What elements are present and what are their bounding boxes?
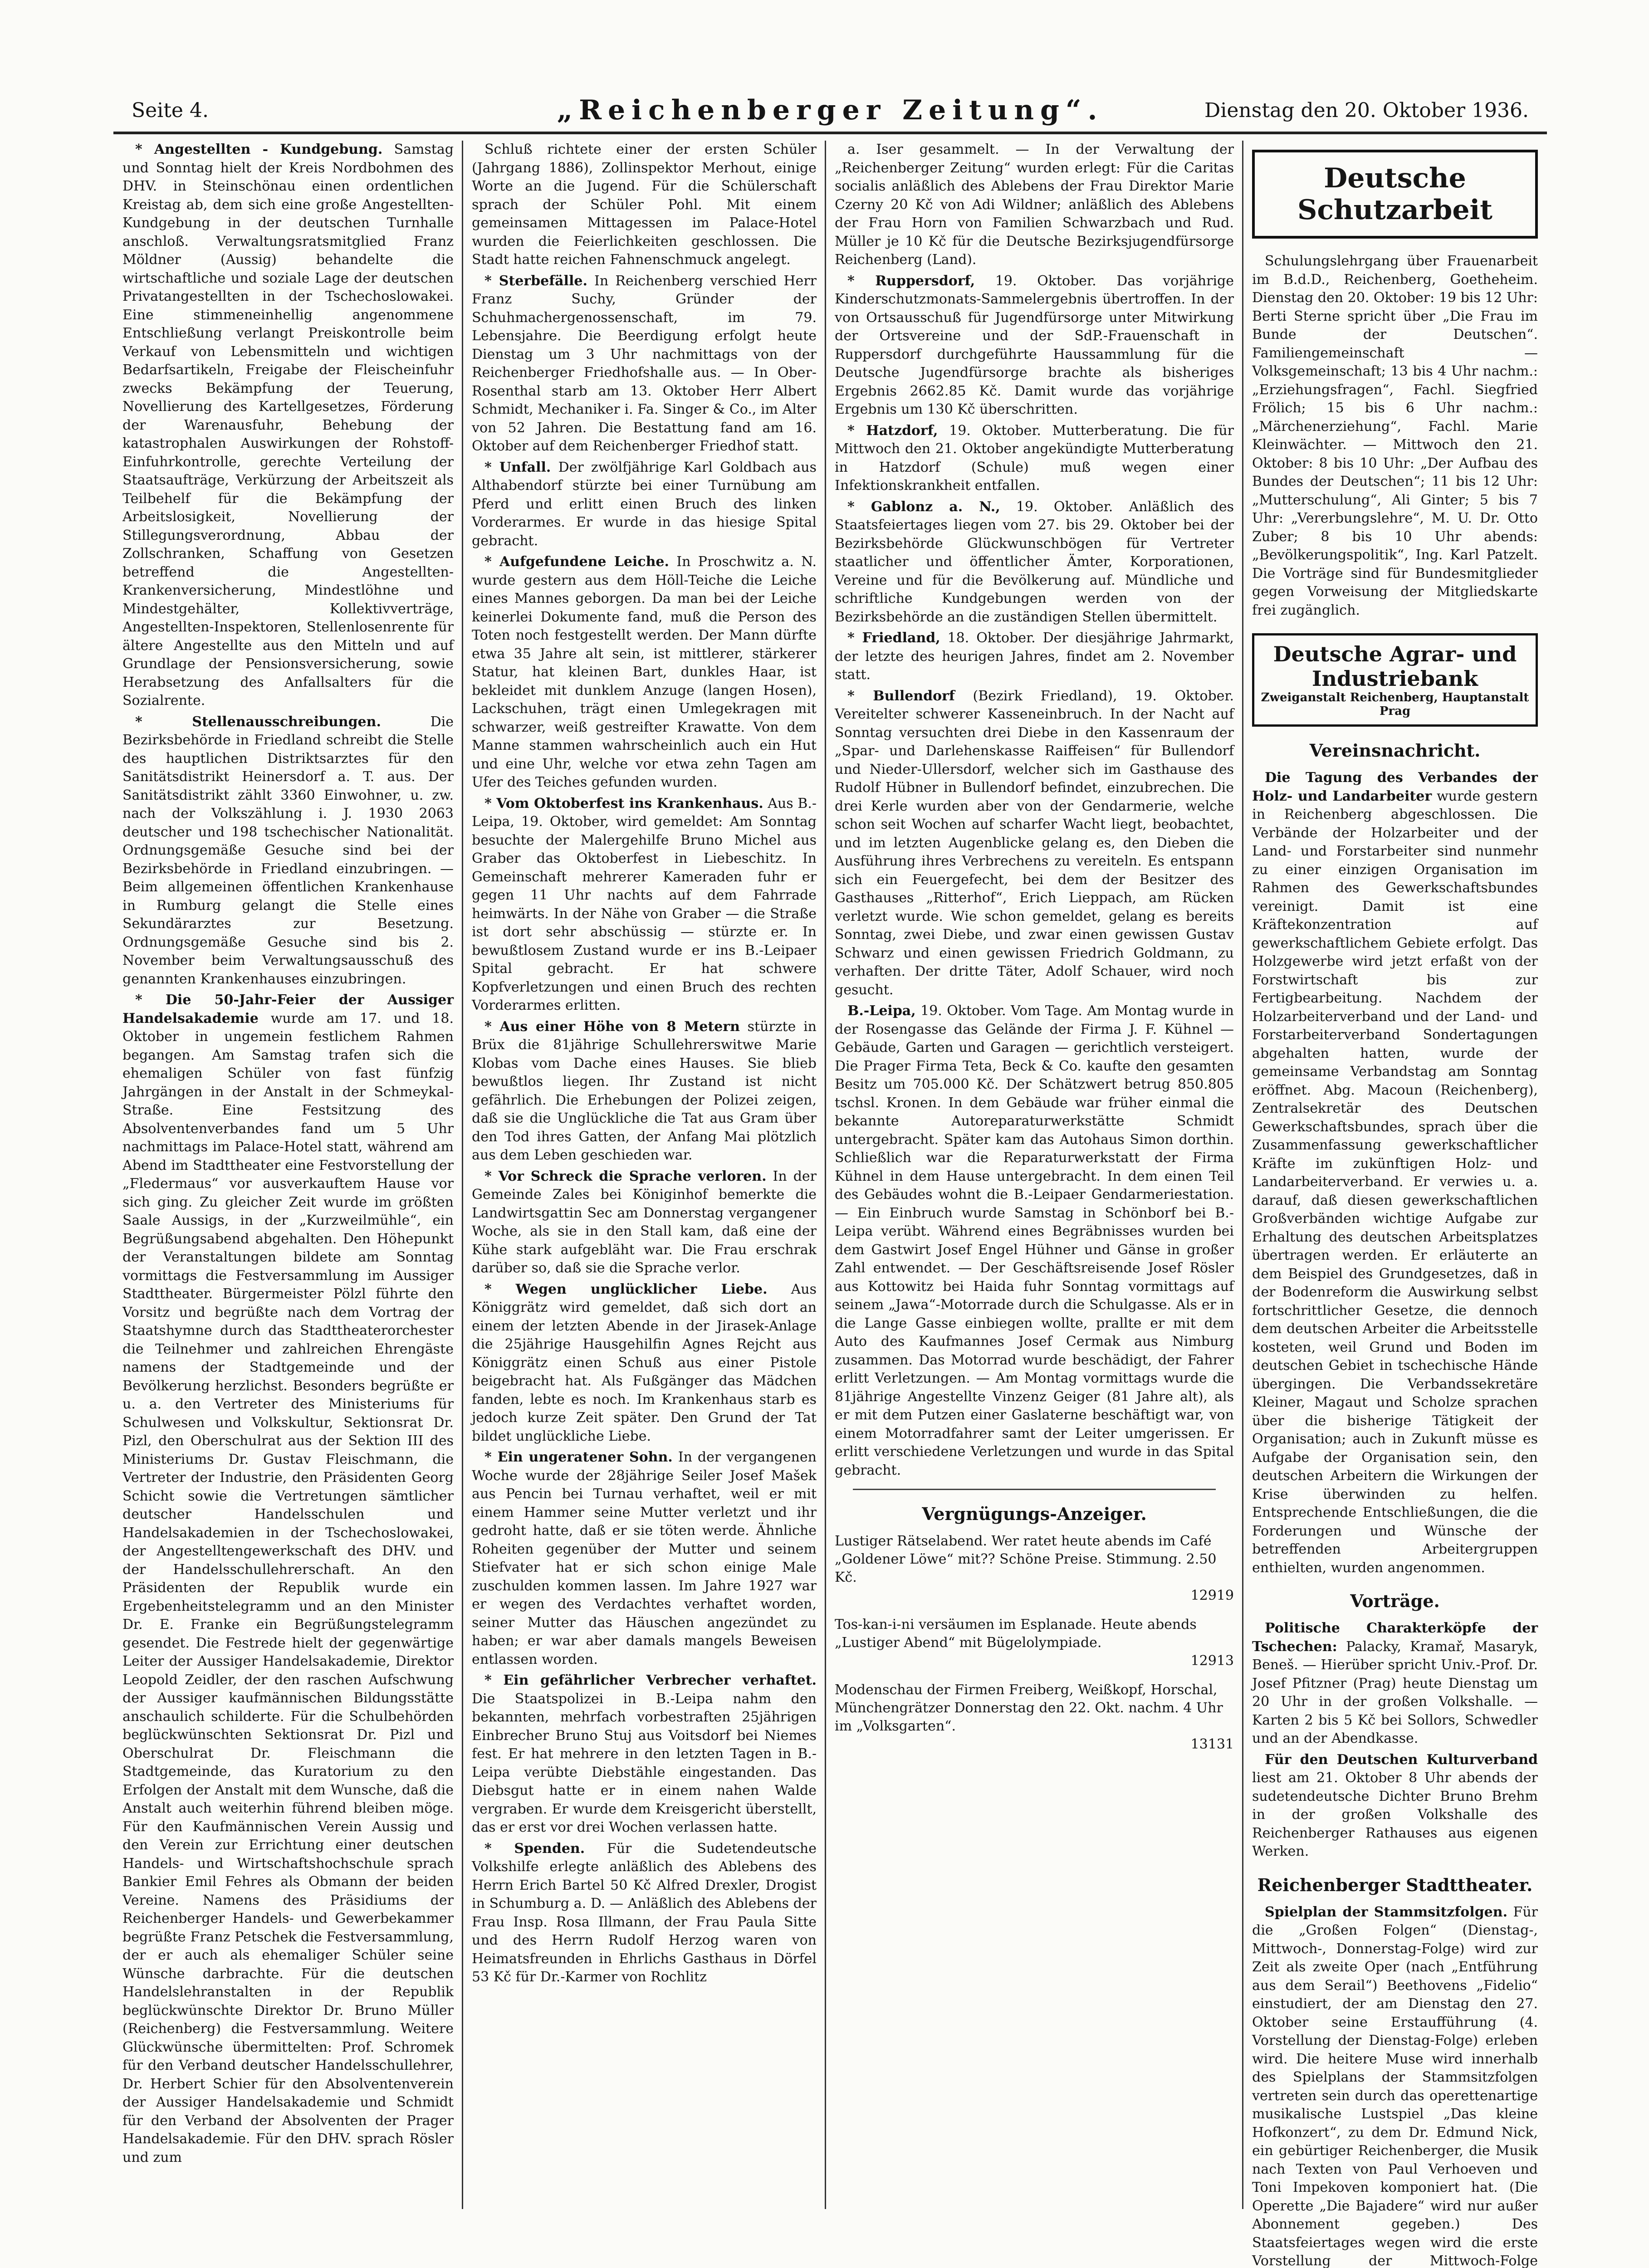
article [1252, 769, 1538, 1577]
article-body: Die Staatspolizei in B.-Leipa nahm den bekannten, mehrfach vorbestraften 25jährigen Einbrecher Bruno Stuj aus Voitsdorf bei Niemes fest. Er hat mehrere in den letzten Tagen in B.-Leipa verübte Diebstähle eingestanden. Das Diebsgut hatte er in einem nahen Walde vergraben. Er wurde dem Kreisgericht überstellt, das er erst vor drei Wochen verlassen hatte. [472, 1691, 817, 1836]
article [835, 687, 1234, 1000]
column-1 [122, 141, 454, 2209]
ad-text: Modenschau der Firmen Freiberg, Weißkopf, Horschal, Münchengrätzer Donnerstag den 22. Okt. nachm. 4 Uhr im „Volksgarten“. [835, 1682, 1223, 1734]
ad-text: Lustiger Rätselabend. Wer ratet heute abends im Café „Goldener Löwe“ mit?? Schöne Preise. Stimmung. 2.50 Kč. [835, 1533, 1216, 1585]
column-3 [835, 141, 1234, 2209]
article-body: Für die Sudetendeutsche Volkshilfe erlegte anläßlich des Ablebens des Herrn Erich Bartel 50 Kč Alfred Drexler, Drogist in Schumburg a. D. — Anläßlich des Ablebens der Frau Insp. Rosa Illmann, der Frau Paula Sitte und des Herrn Rudolf Herzog waren von Heimatsfreunden in Ehrlichs Gasthaus in Dörfel 53 Kč für Dr.-Karmer von Rochlitz [472, 1841, 817, 1985]
article-headline: Politische Charakterköpfe der Tschechen: [1252, 1620, 1538, 1655]
article-headline: * Sterbefälle. [484, 273, 587, 289]
page-label: Seite 4. [132, 99, 209, 122]
article-headline: * Unfall. [484, 459, 551, 475]
article [1252, 1751, 1538, 1861]
theater-list [1252, 1903, 1538, 2268]
article-headline: * Aus einer Höhe von 8 Metern [484, 1019, 740, 1035]
article-headline: * Hatzdorf, [847, 423, 938, 439]
article-body: stürzte in Brüx die 81jährige Schullehrerswitwe Marie Klobas vom Dache eines Hauses. Sie blieb bewußtlos liegen. Ihr Zustand ist nicht gefährlich. Die Erhebungen der Polizei zeigen, daß sie die Unglückliche die Tat aus Gram über den Tod ihres Gatten, der Anfang Mai plötzlich aus dem Leben geschieden war. [472, 1019, 817, 1163]
article [1252, 1903, 1538, 2268]
entertainment-ad [835, 1681, 1234, 1754]
article-headline: Für den Deutschen Kulturverband [1265, 1752, 1538, 1768]
article-body: Schluß richtete einer der ersten Schüler (Jahrgang 1886), Zollinspektor Merhout, einige Worte an die Jugend. Für die Schülerschaft sprach der Schüler Pohl. Mit einem gemeinsamen Mittagessen im Palace-Hotel wurden die Feierlichkeiten geschlossen. Die Stadt hatte reichen Fahnenschmuck angelegt. [472, 142, 817, 268]
verein-heading: Vereinsnachricht. [1252, 740, 1538, 761]
article-body: liest am 21. Oktober 8 Uhr abends der sudetendeutsche Dichter Bruno Brehm in der großen Volkshalle des Reichenberger Rathauses aus eigenen Werken. [1252, 1770, 1538, 1859]
vortraege-list [1252, 1619, 1538, 1861]
article-headline: * Ruppersdorf, [847, 273, 975, 289]
article-headline: * Wegen unglücklicher Liebe. [484, 1281, 768, 1297]
ad-number: 12913 [835, 1652, 1234, 1670]
article-headline: * Spenden. [484, 1841, 585, 1857]
bank-subtitle: Zweiganstalt Reichenberg, Hauptanstalt Prag [1259, 691, 1531, 718]
article-headline: * Angestellten - Kundgebung. [135, 142, 382, 157]
ads-heading: Vergnügungs-Anzeiger. [835, 1504, 1234, 1524]
article-body: 18. Oktober. Der diesjährige Jahrmarkt, der letzte des heurigen Jahres, findet am 2. November statt. [835, 630, 1234, 683]
article-body: Palacky, Kramař, Masaryk, Beneš. — Hierüber spricht Univ.-Prof. Dr. Josef Pfitzner (Prag) heute Dienstag um 20 Uhr in der großen Volkshalle. — Karten 2 bis 5 Kč bei Sollors, Schwedler und an der Abendkasse. [1252, 1639, 1538, 1747]
article-body: In Proschwitz a. N. wurde gestern aus dem Höll-Teiche die Leiche eines Mannes geborgen. Da man bei der Leiche keinerlei Dokumente fand, muß die Person des Toten noch festgestellt werden. Der Mann dürfte etwa 35 Jahre alt sein, ist mittlerer, stärkerer Statur, hat kleinen Bart, dunkles Haar, ist bekleidet mit dunklem Anzuge (langen Hosen), Lackschuhen, trägt einen Umlegekragen mit schwarzer, weiß gestreifter Krawatte. Von dem Manne stammen wahrscheinlich auch ein Hut und eine Uhr, welche vor etwa zehn Tagen am Ufer des Teiches gefunden wurden. [472, 554, 817, 790]
article-body: Die Bezirksbehörde in Friedland schreibt die Stelle des hauptlichen Distriktsarztes für den Sanitätsdistrikt Heinersdorf a. T. aus. Der Sanitätsdistrikt zählt 3360 Einwohner, u. zw. nach der Volkszählung i. J. 1930 2063 deutscher und 198 tschechischer Nationalität. Ordnungsgemäße Gesuche sind bei der Bezirksbehörde in Friedland einzubringen. — Beim allgemeinen öffentlichen Krankenhause in Rumburg gelangt die Stelle eines Sekundärarztes zur Besetzung. Ordnungsgemäße Gesuche sind bis 2. November beim Verwaltungsausschuß des genannten Krankenhauses einzubringen. [122, 714, 454, 987]
article [835, 498, 1234, 627]
article-headline: * Stellenausschreibungen. [135, 714, 381, 730]
article [1252, 1619, 1538, 1748]
column-rule [1242, 141, 1243, 2209]
schutzarbeit-text: Schulungslehrgang über Frauenarbeit im B.d.D., Reichenberg, Goetheheim. Dienstag den 20. Oktober: 19 bis 12 Uhr: Berti Sterne spricht über „Die Frau im Bunde der Deutschen“. Familiengemeinschaft — Volksgemeinschaft; 13 bis 4 Uhr nachm.: „Erziehungsfragen“, Fachl. Siegfried Frölich; 15 bis 6 Uhr nachm.: „Märchenerziehung“, Fachl. Marie Kleinwächter. — Mittwoch den 21. Oktober: 8 bis 10 Uhr: „Der Aufbau des Bundes der Deutschen“; 11 bis 12 Uhr: „Mutterschulung“, Ali Ginter; 5 bis 7 Uhr: „Vererbungslehre“, M. U. Dr. Otto Zuber; 8 bis 10 Uhr abends: „Bevölkerungspolitik“, Ing. Karl Patzelt. Die Vorträge sind für Bundesmitglieder gegen Vorweisung der Mitgliedskarte frei zugänglich. [1252, 252, 1538, 620]
article-body: In Reichenberg verschied Herr Franz Suchy, Gründer der Schuhmachergenossenschaft, im 79. Lebensjahre. Die Beerdigung erfolgt heute Dienstag um 3 Uhr nachmittags von der Reichenberger Friedhofshalle aus. — In Ober-Rosenthal starb am 13. Oktober Herr Albert Schmidt, Mechaniker i. Fa. Singer & Co., im Alter von 52 Jahren. Die Bestattung fand am 16. Oktober auf dem Reichenberger Friedhof statt. [472, 273, 817, 455]
column-3-articles [835, 141, 1234, 1480]
article-body: Der zwölfjährige Karl Goldbach aus Althabendorf stürzte bei einer Turnübung am Pferd und erlitt einen Bruch des linken Vorderarmes. Er wurde in das hiesige Spital gebracht. [472, 459, 817, 549]
article-body: wurde am 17. und 18. Oktober in ungemein festlichem Rahmen begangen. Am Samstag trafen sich die ehemaligen Schüler von fast fünfzig Jahrgängen in der Anstalt in der Schmeykal-Straße. Eine Festsitzung des Absolventenverbandes fand um 5 Uhr nachmittags im Palace-Hotel statt, während am Abend im Stadttheater eine Festvorstellung der „Fledermaus“ vor ausverkauftem Hause vor sich ging. Zu gleicher Zeit wurde im größten Saale Aussigs, in der „Kurzweilmühle“, ein Begrüßungsabend abgehalten. Den Höhepunkt der Veranstaltungen bildete am Sonntag vormittags die Festversammlung im Aussiger Stadttheater. Bürgermeister Pölzl führte den Vorsitz und begrüßte nach dem Vortrag der Staatshymne durch das Stadttheaterorchester die Teilnehmer und zahlreichen Ehrengäste namens der Stadtgemeinde und der Bevölkerung herzlichst. Besonders begrüßte er u. a. den Vertreter des Ministeriums für Schulwesen und Volkskultur, Sektionsrat Dr. Pizl, den Oberschulrat aus der Sektion III des Ministeriums Dr. Gustav Fleischmann, die Vertreter der Industrie, den Präsidenten Georg Schicht sowie die Vertretungen sämtlicher deutscher Handelsschulen und Handelsakademien in der Tschechoslowakei, der Angestelltengewerkschaft des DHV. und der Handelsschullehrerschaft. An den Präsidenten der Republik wurde ein Ergebenheitstelegramm und an den Minister Dr. E. Franke ein Begrüßungstelegramm gesendet. Die Festrede hielt der gegenwärtige Leiter der Aussiger Handelsakademie, Direktor Leopold Zeidler, der den raschen Aufschwung der Aussiger kaufmännischen Bildungsstätte anschaulich schilderte. Für die Schulbehörden beglückwünschten Sektionsrat Dr. Pizl und Oberschulrat Dr. Fleischmann die Stadtgemeinde, das Kuratorium zu den Erfolgen der Anstalt mit dem Wunsche, daß die Anstalt auch weiterhin führend bleiben möge. Für den Kaufmännischen Verein Aussig und den Verein zur Errichtung einer deutschen Handels- und Wirtschaftshochschule sprach Bankier Emil Fehres als Obmann der beiden Vereine. Namens des Präsidiums der Reichenberger Handels- und Gewerbekammer begrüßte Franz Petschek die Festversammlung, der er auch als ehemaliger Schüler seine Wünsche darbrachte. Für die deutschen Handelslehranstalten in der Republik beglückwünschte Direktor Dr. Bruno Müller (Reichenberg) die Festversammlung. Weitere Glückwünsche übermittelten: Prof. Schromek für den Verband deutscher Handelsschullehrer, Dr. Herbert Schier für den Absolventenverein der Aussiger Handelsakademie und Schmidt für den Verband der Absolventen der Prager Handelsakademie. Für den DHV. sprach Rösler und zum [122, 1011, 454, 2165]
article [835, 422, 1234, 495]
article-headline: * Ein ungeratener Sohn. [484, 1449, 673, 1465]
article [835, 629, 1234, 684]
article [472, 1281, 817, 1446]
article-body: (Bezirk Friedland), 19. Oktober. Vereitelter schwerer Kasseneinbruch. In der Nacht auf Sonntag versuchten drei Diebe in den Kassenraum der „Spar- und Darlehenskasse Raiffeisen“ für Bullendorf und Nieder-Ullersdorf, welcher sich im Gasthause des Rudolf Hübner in Bullendorf befindet, einzubrechen. Die drei Kerle wurden aber von der Gendarmerie, welche schon seit Wochen auf scharfer Wacht liegt, beobachtet, und im letzten Augenblicke gelang es, den Dieben die Ausführung ihres Verbrechens zu vereiteln. Es entspann sich ein Feuergefecht, bei dem der Besitzer des Gasthauses „Ritterhof“, Erich Lieppach, am Rücken verletzt wurde. Wie schon gemeldet, gelang es bereits Sonntag, zwei Diebe, und zwar einen gewissen Gustav Schwarz und einen gewissen Friedrich Goldmann, zu verhaften. Der dritte Täter, Adolf Schauer, wird noch gesucht. [835, 688, 1234, 998]
column-4 [1252, 141, 1538, 2209]
article-headline: B.-Leipa, [847, 1003, 916, 1019]
newspaper-title: „Reichenberger Zeitung“. [113, 94, 1547, 126]
ad-number: 12919 [835, 1587, 1234, 1605]
article-headline: * Friedland, [847, 630, 940, 646]
ad-text: Tos-kan-i-ni versäumen im Esplanade. Heute abends „Lustiger Abend“ mit Bügelolympiade. [835, 1617, 1197, 1651]
article-body: a. Iser gesammelt. — In der Verwaltung der „Reichenberger Zeitung“ wurden erlegt: Für die Caritas socialis anläßlich des Ablebens der Frau Direktor Marie Czerny 20 Kč von Adi Wildner; anläßlich des Ablebens der Frau Horn von Familien Schwarzbach und Rud. Müller je 10 Kč für die Deutsche Bezirksjugendfürsorge Reichenberg (Land). [835, 142, 1234, 268]
page-header [113, 86, 1547, 127]
entertainment-ad [835, 1532, 1234, 1605]
article [472, 141, 817, 269]
article-headline: * Aufgefundene Leiche. [484, 554, 669, 570]
issue-date: Dienstag den 20. Oktober 1936. [1204, 99, 1529, 122]
header-rule [113, 132, 1547, 134]
article [472, 459, 817, 551]
vortraege-heading: Vorträge. [1252, 1591, 1538, 1611]
article-body: 19. Oktober. Anläßlich des Staatsfeiertages liegen vom 27. bis 29. Oktober bei der Bezirksbehörde Glückwunschbögen für Vertreter staatlicher und öffentlicher Ämter, Korporationen, Vereine und für die Bevölkerung auf. Mündliche und schriftliche Kundgebungen werden von der Bezirksbehörde an die zuständigen Stellen übermittelt. [835, 499, 1234, 625]
article [472, 1168, 817, 1278]
article-body: In der vergangenen Woche wurde der 28jährige Seiler Josef Mašek aus Pencin bei Turnau verhaftet, weil er mit einem Hammer seine Mutter verletzt und ihr gedroht hatte, daß er sie töten werde. Ähnliche Roheiten gegenüber der Mutter und seinem Stiefvater hat er sich schon einige Male zuschulden kommen lassen. Im Jahre 1927 war er wegen des Verdachtes verhaftet worden, seiner Mutter das Häuschen angezündet zu haben; er war aber damals mangels Beweisen entlassen worden. [472, 1449, 817, 1667]
section-rule [853, 1489, 1216, 1490]
article [472, 1018, 817, 1165]
article [835, 1002, 1234, 1480]
article-headline: Spielplan der Stammsitzfolgen. [1265, 1904, 1507, 1920]
article [472, 1672, 817, 1837]
article-body: Samstag und Sonntag hielt der Kreis Nordbohmen des DHV. in Steinschönau einen ordentlichen Kreistag ab, dem sich eine große Angestellten-Kundgebung in der deutschen Turnhalle anschloß. Verwaltungsratsmitglied Franz Möldner (Aussig) behandelte die wirtschaftliche und soziale Lage der deutschen Privatangestellten in der Tschechoslowakei. Eine stimmeneinhellig angenommene Entschließung verlangt Preiskontrolle beim Verkauf von Lebensmitteln und wichtigen Bedarfsartikeln, Freigabe der Fleischeinfuhr zwecks Bekämpfung der Teuerung, Novellierung des Kartellgesetzes, Förderung der Warenausfuhr, Behebung der katastrophalen Auswirkungen der Rohstoff-Einfuhrkontrolle, gerechte Verteilung der Staatsaufträge, Verkürzung der Arbeitszeit als Teilbehelf für die Bekämpfung der Arbeitslosigkeit, Novellierung der Stillegungsverordnung, Abbau der Zollschranken, Schaffung von Gesetzen betreffend die Angestellten-Krankenversicherung, Mindestlöhne und Mindestgehälter, Kollektivverträge, Angestellten-Inspektoren, Stellenlosenrente für ältere Angestellte aus den Mitteln und auf Grundlage der Pensionsversicherung, sowie Herabsetzung des Anfallsalters für die Sozialrente. [122, 142, 454, 709]
entertainment-ad [835, 1616, 1234, 1670]
article-body: In der Gemeinde Zales bei Königinhof bemerkte die Landwirtsgattin Sec am Donnerstag vergangener Woche, als sie in den Stall kam, daß eine der Kühe stark aufgebläht war. Die Frau erschrak darüber so, daß sie die Sprache verlor. [472, 1168, 817, 1276]
article-body: Für die „Großen Folgen“ (Dienstag-, Mittwoch-, Donnerstag-Folge) wird zur Zeit als zweite Oper (nach „Entführung aus dem Serail“) Beethovens „Fidelio“ einstudiert, der am Dienstag den 27. Oktober seine Erstaufführung (4. Vorstellung der Dienstag-Folge) erleben wird. Die heitere Muse wird innerhalb des Spielplans der Stammsitzfolgen vertreten sein durch das operettenartige musikalische Lustspiel „Das kleine Hofkonzert“, zu dem Dr. Edmund Nick, ein gebürtiger Reichenberger, die Musik nach Texten von Paul Verhoeven und Toni Impekoven komponiert hat. (Die Operette „Die Bajadere“ wird nur außer Abonnement gegeben.) Des Staatsfeiertages wegen wird die erste Vorstellung der Mittwoch-Folge [1252, 1904, 1538, 2268]
article-headline: * Ein gefährlicher Verbrecher verhaftet. [484, 1672, 817, 1688]
article-headline: * Vom Oktoberfest ins Krankenhaus. [484, 796, 763, 811]
article [122, 141, 454, 710]
verein-list [1252, 769, 1538, 1577]
article [835, 141, 1234, 269]
article-body: 19. Oktober. Mutterberatung. Die für Mittwoch den 21. Oktober angekündigte Mutterberatung in Hatzdorf (Schule) muß wegen einer Infektionskrankheit entfallen. [835, 423, 1234, 494]
article [472, 272, 817, 456]
article [122, 991, 454, 2167]
article-headline: * Gablonz a. N., [847, 499, 1000, 515]
article-headline: * Bullendorf [847, 688, 955, 704]
theater-heading: Reichenberger Stadttheater. [1252, 1875, 1538, 1895]
schutzarbeit-banner: Deutsche Schutzarbeit [1252, 150, 1538, 239]
bank-ad [1252, 633, 1538, 727]
article [472, 1840, 817, 1987]
article [472, 795, 817, 1015]
article [122, 713, 454, 989]
article [472, 553, 817, 792]
column-rule [825, 141, 826, 2209]
article [835, 272, 1234, 419]
article-body: wurde gestern in Reichenberg abgeschlossen. Die Verbände der Holzarbeiter und der Land- und Forstarbeiter sind nunmehr zu einer einzigen Organisation im Rahmen des Gewerkschaftsbundes vereinigt. Damit ist eine Kräftekonzentration auf gewerkschaftlichem Gebiete erfolgt. Das Holzgewerbe wird jetzt erfaßt von der Forstwirtschaft bis zur Fertigbearbeitung. Nachdem der Holzarbeiterverband und der Land- und Forstarbeiterverband Sondertagungen abgehalten hatten, wurde der gemeinsame Verbandstag am Sonntag eröffnet. Abg. Macoun (Reichenberg), Zentralsekretär des Deutschen Gewerkschaftsbundes, sprach über die Zusammenfassung gewerkschaftlicher Kräfte im zukünftigen Holz- und Landarbeiterverband. Er verwies u. a. darauf, daß diesen gewerkschaftlichen Großverbänden wichtige Aufgabe zur Erhaltung des deutschen Arbeitsplatzes übertragen werden. Er erläuterte an dem Beispiel des Grundgesetzes, daß in der Bodenreform die Auswirkung selbst fortschrittlicher Gesetze, die dennoch dem deutschen Arbeiter die Arbeitsstelle kosteten, weil Grund und Boden im deutschen Gebiet in tschechische Hände übergingen. Die Verbandssekretäre Kleiner, Magaut und Scholze sprachen über die bisherige Tätigkeit der Organisation; auch in Zukunft müsse es Aufgabe der Organisation sein, den deutschen Arbeitern die Wirkungen der Krise überwinden zu helfen. Entsprechende Entschließungen, die die Forderungen und Wünsche der betreffenden Arbeitergruppen enthielten, wurden angenommen. [1252, 788, 1538, 1576]
article [472, 1448, 817, 1669]
article-body: Aus B.-Leipa, 19. Oktober, wird gemeldet: Am Sonntag besuchte der Malergehilfe Bruno Michel aus Graber das Oktoberfest in Liebeschitz. In Gemeinschaft mehrerer Kameraden fuhr er gegen 11 Uhr nachts auf dem Fahrrade heimwärts. In der Nähe von Graber — die Straße ist dort sehr abschüssig — stürzte er. In bewußtlosem Zustand wurde er ins B.-Leipaer Spital gebracht. Er hat schwere Kopfverletzungen und einen Bruch des rechten Vorderarmes erlitten. [472, 796, 817, 1014]
ad-number: 13131 [835, 1735, 1234, 1754]
article-body: 19. Oktober. Das vorjährige Kinderschutzmonats-Sammelergebnis übertroffen. In der von Ortsausschuß für Jugendfürsorge unter Mitwirkung der Ortsvereine und der SdP.-Frauenschaft in Ruppersdorf durchgeführte Haussammlung für die Deutsche Jugendfürsorge brachte als bisheriges Ergebnis 2662.85 Kč. Damit wurde das vorjährige Ergebnis um 130 Kč überschritten. [835, 273, 1234, 418]
article-headline: Die Tagung des Verbandes der Holz- und Landarbeiter [1252, 770, 1538, 804]
article-headline: * Vor Schreck die Sprache verloren. [484, 1168, 767, 1184]
column-2 [472, 141, 817, 2209]
bank-title: Deutsche Agrar- und Industriebank [1259, 642, 1531, 691]
column-rule [462, 141, 463, 2209]
ads-list [835, 1532, 1234, 1754]
article-body: 19. Oktober. Vom Tage. Am Montag wurde in der Rosengasse das Gelände der Firma J. F. Kühnel — Gebäude, Garten und Garagen — gerichtlich versteigert. Die Prager Firma Teta, Beck & Co. kaufte den gesamten Besitz um 705.000 Kč. Der Schätzwert betrug 850.805 tschsl. Kronen. In dem Gebäude war früher einmal die bekannte Autoreparaturwerkstätte Schmidt untergebracht. Später kam das Autohaus Simon dorthin. Schließlich war die Reparaturwerkstatt der Firma Kühnel in dem Hause untergebracht. In dem einen Teil des Gebäudes wohnt die B.-Leipaer Gendarmeriestation. — Ein Einbruch wurde Samstag in Schönborf bei B.-Leipa verübt. Während eines Begräbnisses wurden bei dem Gastwirt Josef Engel Hühner und Gänse in großer Zahl entwendet. — Der Geschäftsreisende Josef Rösler aus Kottowitz bei Haida fuhr Sonntag vormittags auf seinem „Jawa“-Motorrade durch die Schulgasse. Als er in die Lange Gasse einbiegen wollte, prallte er mit dem Auto des Kaufmannes Josef Cermak aus Nimburg zusammen. Das Motorrad wurde beschädigt, der Fahrer erlitt Verletzungen. — Am Montag vormittags wurde die 81jährige Angestellte Vinzenz Geiger (81 Jahre alt), als er mit dem Putzen einer Gaslaterne beschäftigt war, von einem Motorradfahrer samt der Leiter umgerissen. Er erlitt verschiedene Verletzungen und wurde in das Spital gebracht. [835, 1003, 1234, 1478]
article-body: Aus Königgrätz wird gemeldet, daß sich dort an einem der letzten Abende in der Jirasek-Anlage die 25jährige Hausgehilfin Agnes Rejcht aus Königgrätz einen Schuß aus einer Pistole beigebracht hat. Als Fußgänger das Mädchen fanden, lebte es noch. Im Krankenhaus starb es jedoch kurze Zeit später. Den Grund der Tat bildet unglückliche Liebe. [472, 1281, 817, 1444]
article-headline: * Die 50-Jahr-Feier der Aussiger Handelsakademie [122, 992, 454, 1026]
